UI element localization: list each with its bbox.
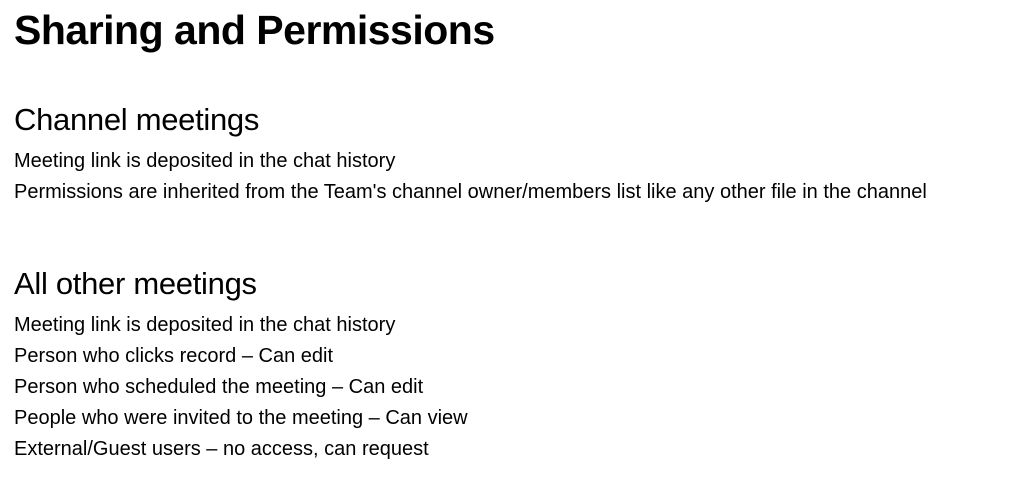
body-line-person-scheduled: Person who scheduled the meeting – Can edit — [14, 376, 424, 398]
body-line-permissions-inherited: Permissions are inherited from the Team's channel owner/members list like any other file in the channel — [14, 181, 927, 203]
body-line-external-guest-users: External/Guest users – no access, can request — [14, 438, 429, 460]
section-heading-all-other-meetings: All other meetings — [14, 266, 257, 301]
section-all-other-meetings — [14, 264, 1024, 465]
page-title: Sharing and Permissions — [14, 7, 495, 53]
section-channel-meetings — [14, 100, 1024, 208]
section-body-all-other-meetings — [14, 310, 1024, 465]
body-line-meeting-link: Meeting link is deposited in the chat history — [14, 314, 396, 336]
body-line-meeting-link: Meeting link is deposited in the chat history — [14, 150, 396, 172]
section-heading-channel-meetings: Channel meetings — [14, 102, 260, 137]
body-line-person-clicks-record: Person who clicks record – Can edit — [14, 345, 334, 367]
body-line-people-invited: People who were invited to the meeting – Can view — [14, 407, 468, 429]
section-body-channel-meetings — [14, 146, 1024, 208]
